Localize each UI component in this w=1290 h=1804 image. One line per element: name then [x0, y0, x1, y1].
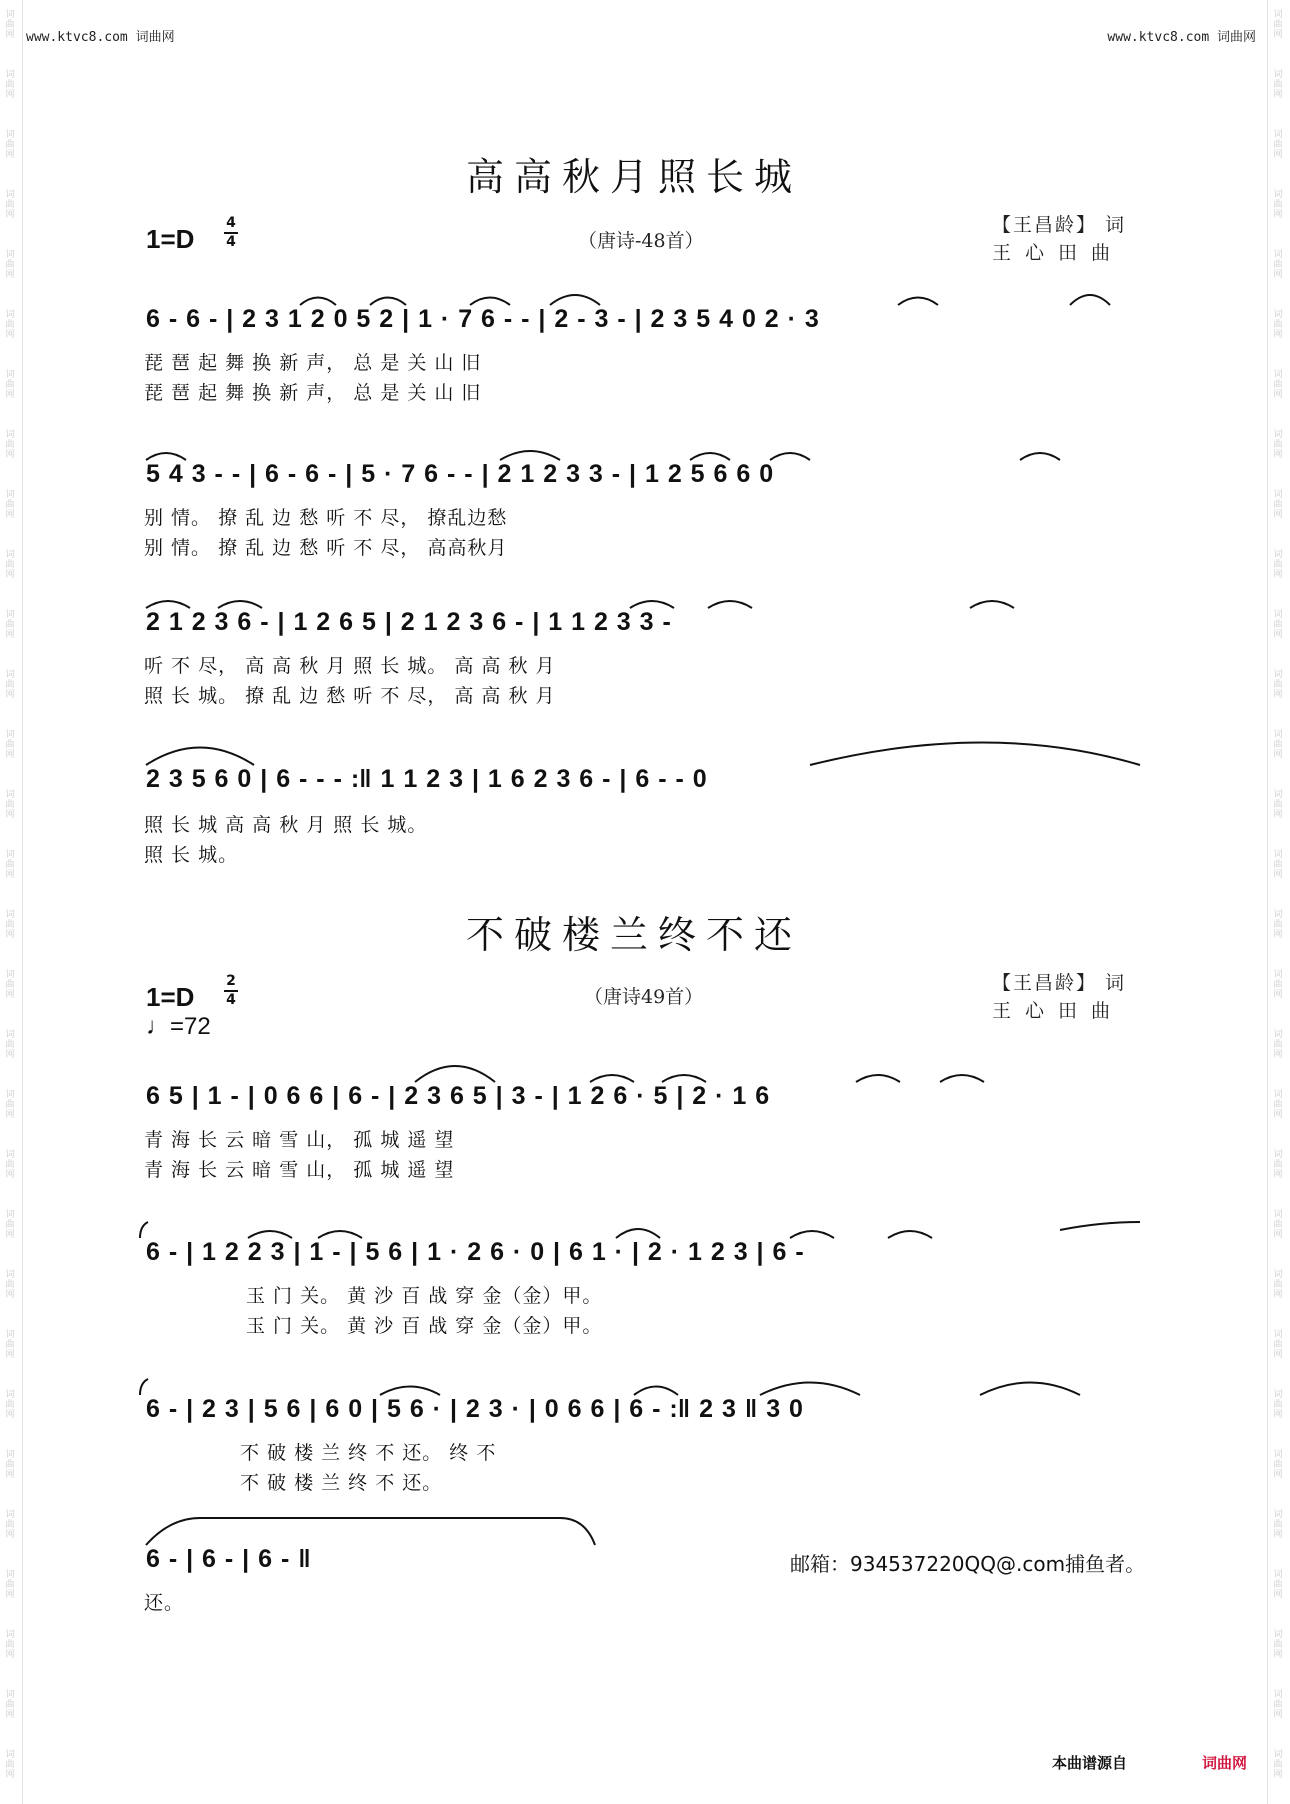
side-watermark-text: 词曲网	[1273, 1510, 1283, 1540]
side-watermark-text: 词曲网	[1273, 610, 1283, 640]
site-url-left[interactable]: www.ktvc8.com 词曲网	[26, 30, 175, 45]
side-watermark-text: 词曲网	[5, 550, 15, 580]
side-watermark-text: 词曲网	[5, 790, 15, 820]
song1-row4-lyric1: 照 长 城 高 高 秋 月 照 长 城。	[144, 814, 428, 836]
side-watermark-text: 词曲网	[1273, 130, 1283, 160]
song1-row2-lyric2: 别 情。 撩 乱 边 愁 听 不 尽， 高高秋月	[144, 537, 508, 559]
side-watermark-text: 词曲网	[5, 1270, 15, 1300]
side-watermark-text: 词曲网	[5, 1570, 15, 1600]
song1-row4-notes: 2 3 5 6 0 | 6 - - - :‖ 1 1 2 3 | 1 6 2 3 6 - | 6 - - 0	[146, 765, 707, 793]
song2-time-signature	[224, 974, 238, 1008]
side-watermark-text: 词曲网	[1273, 10, 1283, 40]
song2-row1-lyric1: 青 海 长 云 暗 雪 山， 孤 城 遥 望	[144, 1129, 455, 1151]
side-watermark-text: 词曲网	[1273, 1390, 1283, 1420]
side-watermark-text: 词曲网	[5, 1210, 15, 1240]
left-watermark-strip	[0, 0, 23, 1804]
song1-lyricist: 【王昌龄】 词	[992, 214, 1127, 236]
side-watermark-text: 词曲网	[1273, 1570, 1283, 1600]
song1-row2-notes: 5 4 3 - - | 6 - 6 - | 5 · 7 6 - - | 2 1 2 3 3 - | 1 2 5 6 6 0	[146, 460, 774, 488]
song1-composer: 王心田曲	[992, 242, 1125, 264]
right-watermark-strip	[1267, 0, 1290, 1804]
side-watermark-text: 词曲网	[1273, 910, 1283, 940]
song2-row2-lyric1: 玉 门 关。 黄 沙 百 战 穿 金（金）甲。	[246, 1285, 603, 1307]
side-watermark-text: 词曲网	[1273, 1450, 1283, 1480]
side-watermark-text: 词曲网	[5, 1630, 15, 1660]
side-watermark-text: 词曲网	[5, 670, 15, 700]
side-watermark-text: 词曲网	[5, 1750, 15, 1780]
song1-row3-lyric2: 照 长 城。 撩 乱 边 愁 听 不 尽， 高 高 秋 月	[144, 685, 556, 707]
song2-subtitle: （唐诗49首）	[584, 986, 704, 1008]
side-watermark-text: 词曲网	[1273, 1090, 1283, 1120]
side-watermark-text: 词曲网	[1273, 490, 1283, 520]
song2-row3-lyric1: 不 破 楼 兰 终 不 还。 终 不	[240, 1442, 497, 1464]
song2-row1-lyric2: 青 海 长 云 暗 雪 山， 孤 城 遥 望	[144, 1159, 455, 1181]
side-watermark-text: 词曲网	[5, 250, 15, 280]
side-watermark-text: 词曲网	[1273, 790, 1283, 820]
side-watermark-text: 词曲网	[1273, 430, 1283, 460]
song2-row3-lyric2: 不 破 楼 兰 终 不 还。	[240, 1472, 443, 1494]
song2-row4-lyric1: 还。	[144, 1592, 185, 1614]
song1-key: 1=D	[146, 224, 195, 254]
side-watermark-text: 词曲网	[5, 1690, 15, 1720]
song1-row1-notes: 6 - 6 - | 2 3 1 2 0 5 2 | 1 · 7 6 - - | 2 - 3 - | 2 3 5 4 0 2 · 3	[146, 305, 819, 333]
side-watermark-text: 词曲网	[5, 1450, 15, 1480]
contact-email: 邮箱：934537220QQ@.com捕鱼者。	[790, 1552, 1146, 1576]
side-watermark-text: 词曲网	[1273, 1210, 1283, 1240]
footer-site-link[interactable]: 词曲网	[1202, 1754, 1248, 1772]
song1-title: 高高秋月照长城	[466, 155, 803, 199]
song2-time-top: 2	[226, 973, 236, 989]
side-watermark-text: 词曲网	[5, 850, 15, 880]
side-watermark-text: 词曲网	[5, 10, 15, 40]
side-watermark-text: 词曲网	[1273, 1690, 1283, 1720]
song1-subtitle: （唐诗-48首）	[578, 230, 704, 252]
side-watermark-text: 词曲网	[1273, 730, 1283, 760]
side-watermark-text: 词曲网	[1273, 550, 1283, 580]
side-watermark-text: 词曲网	[5, 970, 15, 1000]
song1-row2-lyric1: 别 情。 撩 乱 边 愁 听 不 尽， 撩乱边愁	[144, 507, 508, 529]
side-watermark-text: 词曲网	[1273, 1750, 1283, 1780]
song2-row2-notes: 6 - | 1 2 2 3 | 1 - | 5 6 | 1 · 2 6 · 0 | 6 1 · | 2 · 1 2 3 | 6 -	[146, 1238, 804, 1266]
side-watermark-text: 词曲网	[5, 310, 15, 340]
side-watermark-text: 词曲网	[1273, 1630, 1283, 1660]
side-watermark-text: 词曲网	[1273, 1030, 1283, 1060]
side-watermark-text: 词曲网	[1273, 1150, 1283, 1180]
side-watermark-text: 词曲网	[5, 70, 15, 100]
side-watermark-text: 词曲网	[5, 610, 15, 640]
side-watermark-text: 词曲网	[5, 1390, 15, 1420]
song2-time-bottom: 4	[226, 992, 236, 1008]
song1-row4-lyric2: 照 长 城。	[144, 844, 239, 866]
song1-row1-lyric1: 琵 琶 起 舞 换 新 声， 总 是 关 山 旧	[144, 352, 482, 374]
song1-time-top: 4	[226, 215, 236, 231]
song2-title: 不破楼兰终不还	[466, 913, 803, 957]
song1-row1-lyric2: 琵 琶 起 舞 换 新 声， 总 是 关 山 旧	[144, 382, 482, 404]
song2-row3-notes: 6 - | 2 3 | 5 6 | 6 0 | 5 6 · | 2 3 · | 0 6 6 | 6 - :‖ 2 3 ‖ 3 0	[146, 1395, 803, 1423]
side-watermark-text: 词曲网	[1273, 370, 1283, 400]
side-watermark-text: 词曲网	[5, 1150, 15, 1180]
song2-composer: 王心田曲	[992, 1000, 1125, 1022]
site-url-right[interactable]: www.ktvc8.com 词曲网	[1107, 30, 1256, 45]
song2-row1-notes: 6 5 | 1 - | 0 6 6 | 6 - | 2 3 6 5 | 3 - | 1 2 6 · 5 | 2 · 1 6	[146, 1082, 770, 1110]
song1-row3-notes: 2 1 2 3 6 - | 1 2 6 5 | 2 1 2 3 6 - | 1 1 2 3 3 -	[146, 608, 671, 636]
side-watermark-text: 词曲网	[5, 1030, 15, 1060]
song1-time-signature	[224, 216, 238, 250]
side-watermark-text: 词曲网	[1273, 190, 1283, 220]
side-watermark-text: 词曲网	[1273, 70, 1283, 100]
footer-source-label: 本曲谱源自	[1052, 1754, 1128, 1772]
side-watermark-text: 词曲网	[5, 1510, 15, 1540]
side-watermark-text: 词曲网	[5, 1090, 15, 1120]
song2-row4-notes: 6 - | 6 - | 6 - ‖	[146, 1545, 311, 1573]
side-watermark-text: 词曲网	[1273, 970, 1283, 1000]
side-watermark-text: 词曲网	[5, 430, 15, 460]
side-watermark-text: 词曲网	[5, 490, 15, 520]
side-watermark-text: 词曲网	[1273, 1330, 1283, 1360]
side-watermark-text: 词曲网	[1273, 250, 1283, 280]
side-watermark-text: 词曲网	[5, 130, 15, 160]
song1-row3-lyric1: 听 不 尽， 高 高 秋 月 照 长 城。 高 高 秋 月	[144, 655, 556, 677]
side-watermark-text: 词曲网	[5, 1330, 15, 1360]
song2-tempo: ♩=72	[146, 1013, 211, 1040]
side-watermark-text: 词曲网	[1273, 670, 1283, 700]
side-watermark-text: 词曲网	[5, 730, 15, 760]
side-watermark-text: 词曲网	[1273, 1270, 1283, 1300]
side-watermark-text: 词曲网	[1273, 310, 1283, 340]
side-watermark-text: 词曲网	[5, 910, 15, 940]
side-watermark-text: 词曲网	[1273, 850, 1283, 880]
song2-key: 1=D	[146, 982, 195, 1012]
side-watermark-text: 词曲网	[5, 190, 15, 220]
song2-row2-lyric2: 玉 门 关。 黄 沙 百 战 穿 金（金）甲。	[246, 1315, 603, 1337]
song1-time-bottom: 4	[226, 234, 236, 250]
song2-lyricist: 【王昌龄】 词	[992, 972, 1127, 994]
side-watermark-text: 词曲网	[5, 370, 15, 400]
